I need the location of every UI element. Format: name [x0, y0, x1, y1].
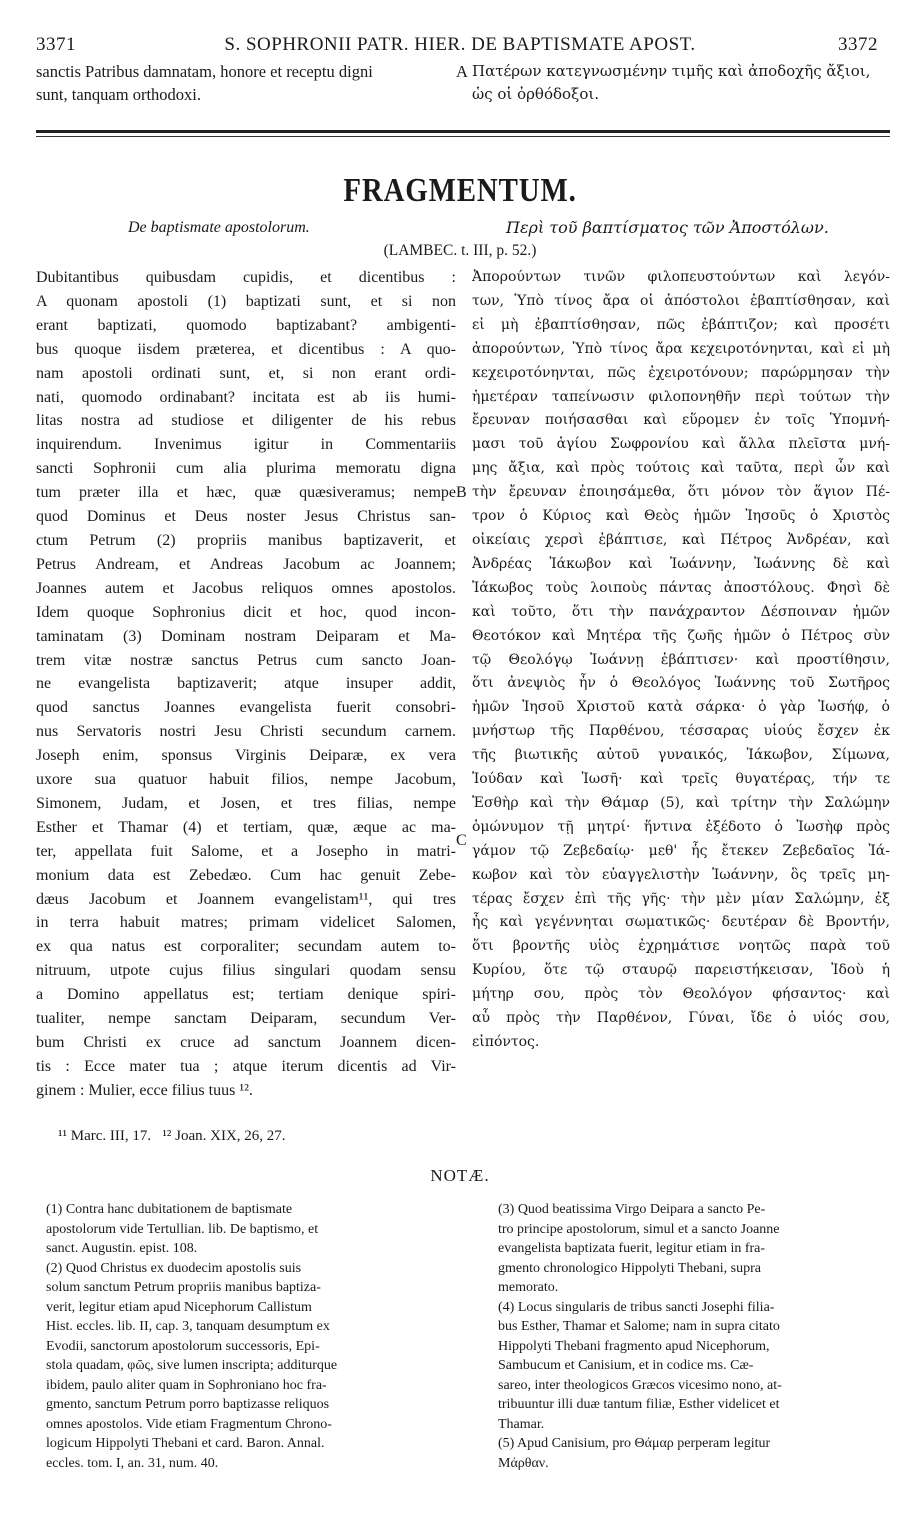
greek-text-line: ὅτι βροντῆς υἱὸς ἐχρημάτισε νοητῶς παρὰ τοῦ: [472, 938, 890, 955]
greek-text-line: ἡμῶν Ἰησοῦ Χριστοῦ κατὰ σάρκα· ὁ γὰρ Ἰωσήφ, ὁ: [472, 699, 890, 716]
greek-text-line: μασι τοῦ ἁγίου Σωφρονίου καὶ ἄλλα πλεῖστα μνή-: [472, 436, 890, 453]
latin-text-line: quod sanctus Joannes evangelista fuerit consobri-: [36, 699, 456, 717]
reference: (LAMBEC. t. III, p. 52.): [383, 242, 537, 259]
note-line: evangelista baptizata fuerit, legitur etiam in fra-: [498, 1241, 766, 1256]
latin-text-line: nati, quomodo ordinabant? incitata est ab iis humi-: [36, 388, 456, 406]
note-line: Μάρθαν.: [498, 1455, 549, 1471]
greek-text-line: ἀπορούντων, Ὑπὸ τίνος ἄρα κεχειροτόνηνται, καὶ εἰ μὴ: [472, 340, 890, 357]
note-line: Evodii, sanctorum apostolorum successoris, Epi-: [46, 1338, 320, 1354]
latin-text-line: bum Christi ex cruce ad sanctum Joannem dicen-: [36, 1034, 456, 1051]
top-greek-line: ὡς οἱ ὀρθόδοξοι.: [472, 85, 599, 103]
latin-text-line: ginem : Mulier, ecce filius tuus ¹².: [36, 1081, 253, 1099]
note-line: Thamar.: [498, 1416, 545, 1432]
greek-text-line: Ἐσθὴρ καὶ τὴν Θάμαρ (5), καὶ τρίτην τὴν Σαλώμην: [472, 794, 890, 811]
note-line: (4) Locus singularis de tribus sancti Josephi filia-: [498, 1299, 775, 1315]
note-line: tribuuntur illi duæ tantum filiæ, Esther videlicet et: [498, 1397, 780, 1412]
note-line: (3) Quod beatissima Virgo Deipara a sancto Pe-: [498, 1202, 766, 1217]
latin-text-line: nitruum, utpote cujus filius singulari quodam sensu: [36, 962, 456, 980]
greek-text-line: εἰ μὴ ἐβαπτίσθησαν, πῶς ἐβάπτιζον; καὶ προσέτι: [472, 316, 890, 333]
note-line: (2) Quod Christus ex duodecim apostolis suis: [46, 1260, 302, 1276]
latin-text-line: ctum Petrum (2) propriis manibus baptizaverit, et: [36, 531, 456, 549]
top-latin-line: sanctis Patribus damnatam, honore et receptu digni: [36, 62, 373, 81]
note-line: verit, legitur etiam apud Nicephorum Callistum: [46, 1299, 312, 1315]
top-latin-line: sunt, tanquam orthodoxi.: [36, 85, 201, 104]
greek-text-line: μνήστωρ τῆς Παρθένου, τέσσαρας υἱούς ἔσχεν ἐκ: [472, 723, 890, 740]
greek-text-line: Ἀνδρέας Ἰάκωβον καὶ Ἰωάννην, Ἰωάννης δὲ καὶ: [472, 555, 890, 572]
latin-text-line: ex qua natus est corporaliter; secundam autem to-: [36, 938, 456, 956]
note-line: stola quadam, φῶς, sive lumen inscripta; additurque: [46, 1358, 338, 1373]
note-line: Hippolyti Thebani fragmento apud Nicephorum,: [498, 1338, 770, 1354]
running-title: S. SOPHRONII PATR. HIER. DE BAPTISMATE APOST.: [224, 34, 696, 55]
top-greek: [472, 60, 870, 106]
latin-text-line: inquirendum. Invenimus igitur in Commentariis: [36, 436, 456, 454]
greek-text-line: Ἰάκωβος τοὺς λοιποὺς πάντας ἀποστόλους. Φησὶ δὲ: [472, 579, 890, 596]
greek-text-line: ὅτι ἀνεψιὸς ἦν ὁ Θεολόγος Ἰωάννης τοῦ Σωτῆρος: [472, 675, 890, 692]
header-rule-thin: [36, 136, 890, 137]
greek-text-line: τῆς βιωτικῆς αὐτοῦ γυναικός, Ἰάκωβον, Σίμωνα,: [472, 747, 890, 764]
note-line: ibidem, paulo aliter quam in Sophroniano hoc fra-: [46, 1377, 327, 1393]
margin-marker-a: A: [456, 62, 468, 81]
latin-text-line: ter, appellata fuit Salome, et a Josepho in matri-: [36, 842, 456, 860]
latin-text-line: Petrus Andream, et Andreas Jacobum ac Joannem;: [36, 555, 456, 573]
greek-text-line: κωβον καὶ τὸν εὐαγγελιστὴν Ἰωάννην, ὃς τρεῖς μη-: [472, 866, 890, 883]
note-line: gmento, sanctum Petrum porro baptizasse reliquos: [46, 1397, 330, 1412]
greek-text-line: ἔρευναν ποιήσασθαι καὶ εὕρομεν ἐν τοῖς Ὑπομνή-: [472, 412, 890, 429]
greek-text-line: αὖ πρὸς τὴν Παρθένον, Γύναι, ἴδε ὁ υἱός σου,: [472, 1010, 890, 1027]
note-line: eccles. tom. I, an. 31, num. 40.: [46, 1455, 219, 1471]
greek-text-line: τὴν ἔρευναν ἐποιησάμεθα, ὅτι μόνον τὸν ἅγιον Πέ-: [472, 484, 890, 501]
latin-text-line: trem vitæ nostræ sanctus Petrus cum sancto Joan-: [36, 651, 456, 669]
latin-text-line: bus quoque iisdem præterea, et dicentibus : A quo-: [36, 340, 456, 358]
latin-text-line: a Domino appellatus est; tertiam denique spiri-: [36, 986, 456, 1004]
margin-marker-b: B: [456, 484, 467, 501]
greek-text-line: μήτηρ σου, πρὸς τὸν Θεολόγον φήσαντος· καὶ: [472, 986, 890, 1003]
top-latin: [36, 60, 454, 106]
greek-text-line: κεχειροτόνηνται, πῶς ἐχειροτόνουν; παρώρμησαν τὴν: [472, 364, 890, 381]
note-line: apostolorum vide Tertullian. lib. De baptismo, et: [46, 1221, 319, 1237]
note-line: tro principe apostolorum, simul et a sancto Joanne: [498, 1221, 780, 1237]
latin-text-line: in terra habuit matres; primam videlicet Salomen,: [36, 914, 456, 932]
note-line: omnes apostolos. Vide etiam Fragmentum Chrono-: [46, 1416, 332, 1432]
greek-text-line: των, Ὑπὸ τίνος ἄρα οἱ ἀπόστολοι ἐβαπτίσθησαν, καὶ: [472, 292, 890, 309]
margin-marker-c: C: [456, 832, 467, 849]
latin-text-line: nus Servatoris nostri Jesu Christi secundum carnem.: [36, 723, 456, 741]
greek-text-line: Ἀπορούντων τινῶν φιλοπευστούντων καὶ λεγόν-: [472, 269, 890, 285]
latin-text-line: ne evangelista baptizaverit; atque insuper addit,: [36, 675, 456, 693]
latin-text-line: quod Dominus et Deus noster Jesus Christus san-: [36, 508, 456, 526]
greek-text-line: τέρας ἔσχεν ἐπὶ τῆς γῆς· τὴν μὲν μίαν Σαλώμην, ἐξ: [472, 890, 890, 907]
note-line: (1) Contra hanc dubitationem de baptismate: [46, 1202, 293, 1217]
note-line: sanct. Augustin. epist. 108.: [46, 1241, 198, 1256]
latin-text-line: nam apostoli ordinati sunt, et, si non erant ordi-: [36, 364, 456, 382]
latin-text-line: taminatam (3) Dominam nostram Deiparam et Ma-: [36, 627, 456, 645]
latin-text-line: tualiter, nempe sanctam Deiparam, secundum Ver-: [36, 1010, 456, 1028]
notes-heading: NOTÆ.: [430, 1166, 490, 1185]
page-title: FRAGMENTUM.: [343, 172, 577, 209]
latin-text-line: Joseph enim, sponsus Virginis Deiparæ, ex vera: [36, 747, 456, 765]
header-rule-thick: [36, 130, 890, 133]
latin-text-line: Dubitantibus quibusdam cupidis, et dicentibus :: [36, 269, 456, 286]
latin-text-line: Idem quoque Sophronius dicit et hoc, quod incon-: [36, 603, 456, 621]
latin-text-line: Simonem, Judam, et Josen, et tres filias, nempe: [36, 794, 456, 812]
greek-text-line: εἰπόντος.: [472, 1034, 540, 1050]
note-line: logicum Hippolyti Thebani et card. Baron. Annal.: [46, 1436, 325, 1451]
greek-text-line: μης ἄξια, καὶ πρὸς τούτοις καὶ ταῦτα, περὶ ὧν καὶ: [472, 460, 890, 477]
note-line: bus Esther, Thamar et Salome; nam in supra citato: [498, 1319, 780, 1334]
note-line: gmento chronologico Hippolyti Thebani, supra: [498, 1260, 761, 1276]
latin-text-line: sancti Sophronii cum alia plurima memoratu digna: [36, 460, 456, 478]
subtitle-latin: De baptismate apostolorum.: [128, 219, 310, 236]
greek-text-line: καὶ τοῦτο, ὅτι τὴν πανάχραντον Δέσποιναν ἡμῶν: [472, 603, 890, 620]
latin-text-line: monium data est Zebedæo. Cum hac genuit Zebe-: [36, 866, 456, 884]
notes-left-column: [46, 1200, 458, 1473]
note-line: Hist. eccles. lib. II, cap. 3, tanquam desumptum ex: [46, 1319, 330, 1334]
latin-text-line: Esther et Thamar (4) et tertiam, quæ, æque ac ma-: [36, 818, 456, 836]
latin-text-line: uxore sua quatuor habuit filios, nempe Jacobum,: [36, 771, 456, 789]
page-number-right: 3372: [838, 34, 878, 55]
page-number-left: 3371: [36, 34, 76, 55]
note-line: sareo, inter theologicos Græcos vicesimo nono, at-: [498, 1377, 782, 1393]
top-greek-line: Πατέρων κατεγνωσμένην τιμῆς καὶ ἀποδοχῆς ἄξιοι,: [472, 62, 871, 80]
notes-right-column: [498, 1200, 898, 1473]
latin-column: [36, 266, 456, 1103]
latin-text-line: A quonam apostoli (1) baptizati sunt, et si non: [36, 292, 456, 310]
greek-text-line: τῷ Θεολόγῳ Ἰωάννῃ ἐβάπτισεν· καὶ προστίθησιν,: [472, 651, 890, 668]
latin-text-line: Joannes autem et Jacobus reliquos omnes apostolos.: [36, 579, 456, 597]
greek-text-line: ἧς καὶ γεγέννηται σωματικῶς· δευτέραν δὲ Βροντήν,: [472, 914, 890, 931]
greek-text-line: Ἰούδαν καὶ Ἰωσῆ· καὶ τρεῖς θυγατέρας, τήν τε: [472, 771, 890, 788]
greek-text-line: ἡμετέραν ταπείνωσιν φιλοπονηθῆν περὶ τούτων τὴν: [472, 388, 890, 405]
latin-text-line: erant baptizati, quomodo baptizabant? ambigenti-: [36, 316, 456, 334]
greek-text-line: γάμον τῷ Ζεβεδαίῳ· μεθ' ἧς ἔτεκεν Ζεβεδαῖος Ἰά-: [472, 842, 890, 859]
note-line: memorato.: [498, 1280, 559, 1295]
footnote-references: ¹¹ Marc. III, 17. ¹² Joan. XIX, 26, 27.: [58, 1128, 286, 1144]
note-line: (5) Apud Canisium, pro Θάμαρ perperam legitur: [498, 1436, 771, 1451]
subtitle-greek: Περὶ τοῦ βαπτίσματος τῶν Ἀποστόλων.: [506, 218, 829, 237]
greek-column: [472, 266, 890, 1055]
greek-text-line: Θεοτόκον καὶ Μητέρα τῆς ζωῆς ἡμῶν ὁ Πέτρος σὺν: [472, 627, 890, 644]
note-line: Sambucum et Canisium, et in codice ms. Cæ-: [498, 1358, 754, 1373]
latin-text-line: dæus Jacobum et Joannem evangelistam¹¹, qui tres: [36, 890, 456, 908]
latin-text-line: tum præter illa et hæc, quæ quæsiveramus; nempe: [36, 484, 456, 502]
greek-text-line: ὁμώνυμον τῇ μητρί· ἥντινα ἐξέδοτο ὁ Ἰωσὴφ πρὸς: [472, 818, 890, 835]
latin-text-line: litas nostra ad studiose et diligenter de his rebus: [36, 412, 456, 430]
greek-text-line: οἰκείαις χερσὶ ἐβάπτισε, καὶ Πέτρος Ἀνδρέαν, καὶ: [472, 531, 890, 548]
greek-text-line: τρον ὁ Κύριος καὶ Θεὸς ἡμῶν Ἰησοῦς ὁ Χριστὸς: [472, 508, 890, 525]
greek-text-line: Κυρίου, ὅτε τῷ σταυρῷ παρειστήκεισαν, Ἰδοὺ ἡ: [472, 962, 890, 979]
note-line: solum sanctum Petrum propriis manibus baptiza-: [46, 1280, 321, 1295]
latin-text-line: tis : Ecce mater tua ; atque iterum dicentis ad Vir-: [36, 1057, 456, 1075]
